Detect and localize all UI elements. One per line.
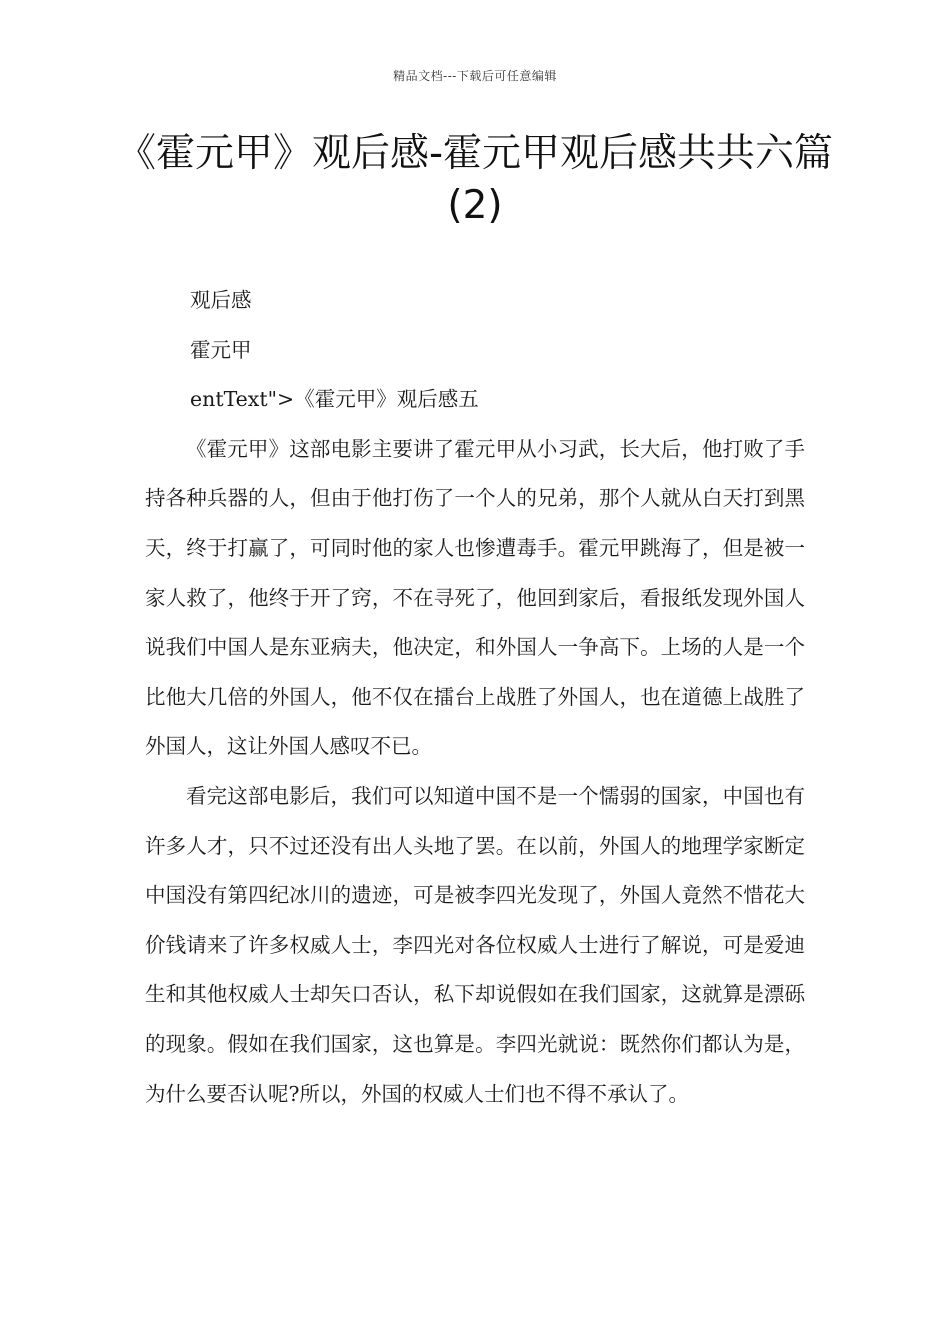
paragraph-1: 《霍元甲》这部电影主要讲了霍元甲从小习武，长大后，他打败了手持各种兵器的人，但由于他打伤了一个人的兄弟，那个人就从白天打到黑天，终于打赢了，可同时他的家人也惨遭毒手。霍元甲跳海了，但是被一家人救了，他终于开了窍，不在寻死了，他回到家后，看报纸发现外国人说我们中国人是东亚病夫，他决定，和外国人一争高下。上场的人是一个比他大几倍的外国人，他不仅在擂台上战胜了外国人，也在道德上战胜了外国人，这让外国人感叹不已。 bbox=[145, 436, 805, 759]
line-guanhougan: 观后感 bbox=[190, 288, 252, 312]
document-body bbox=[145, 276, 805, 1119]
paragraph-2: 看完这部电影后，我们可以知道中国不是一个懦弱的国家，中国也有许多人才，只不过还没有出人头地了罢。在以前，外国人的地理学家断定中国没有第四纪冰川的遗迹，可是被李四光发现了，外国人竟然不惜花大价钱请来了许多权威人士，李四光对各位权威人士进行了解说，可是爱迪生和其他权威人士却矢口否认，私下却说假如在我们国家，这就算是漂砾的现象。假如在我们国家，这也算是。李四光就说：既然你们都认为是，为什么要否认呢?所以，外国的权威人士们也不得不承认了。 bbox=[145, 783, 805, 1106]
line-section-heading: entText">《霍元甲》观后感五 bbox=[190, 387, 479, 412]
line-huoyuanjia: 霍元甲 bbox=[190, 337, 252, 362]
document-title: 《霍元甲》观后感-霍元甲观后感共共六篇(2) bbox=[116, 131, 834, 228]
header-note: 精品文档---下载后可任意编辑 bbox=[393, 69, 557, 83]
